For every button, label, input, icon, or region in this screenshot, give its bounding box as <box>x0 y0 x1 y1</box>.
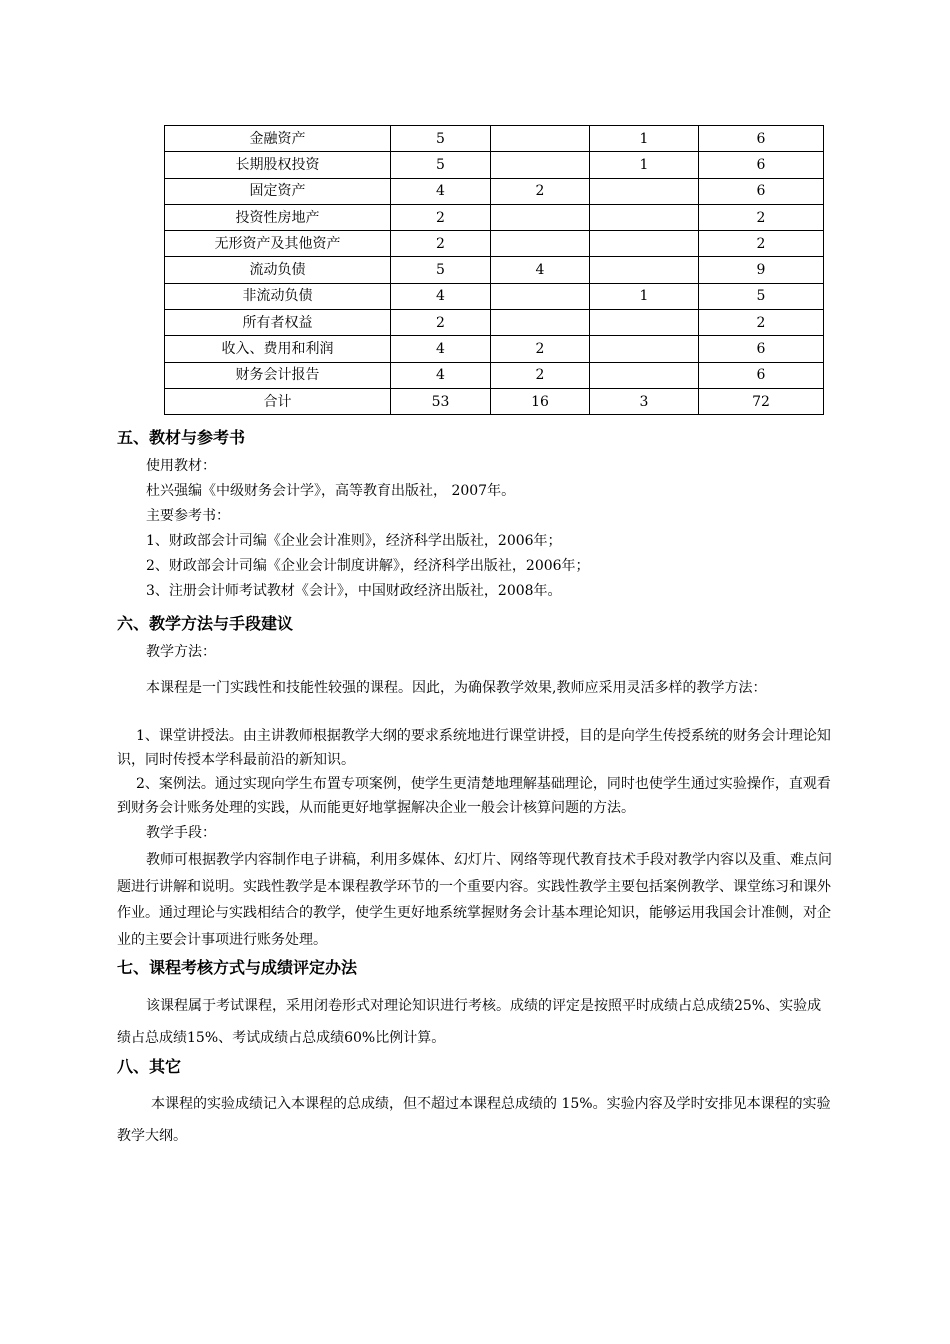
table-row <box>165 178 824 204</box>
cell-topic: 金融资产 <box>165 126 391 152</box>
cell-experiment-hours <box>590 231 699 257</box>
cell-experiment-hours <box>590 362 699 388</box>
cell-topic: 投资性房地产 <box>165 204 391 230</box>
cell-experiment-hours <box>590 204 699 230</box>
cell-total-hours: 6 <box>699 152 824 178</box>
cell-lecture-hours: 5 <box>391 126 491 152</box>
cell-practice-hours: 2 <box>491 362 590 388</box>
method-label: 教学方法： <box>146 644 216 660</box>
table-row <box>165 310 824 336</box>
cell-total-hours: 6 <box>699 126 824 152</box>
reference-item-3: 3、注册会计师考试教材《会计》，中国财政经济出版社，2008年。 <box>146 583 562 599</box>
cell-experiment-hours <box>590 257 699 283</box>
cell-experiment-hours: 1 <box>590 152 699 178</box>
cell-practice-hours <box>491 231 590 257</box>
cell-lecture-hours: 4 <box>391 336 491 362</box>
cell-topic: 收入、费用和利润 <box>165 336 391 362</box>
assessment-paragraph: 该课程属于考试课程，采用闭卷形式对理论知识进行考核。成绩的评定是按照平时成绩占总成绩25%、实验成绩占总成绩15%、考试成绩占总成绩60%比例计算。 <box>117 998 822 1046</box>
cell-topic: 财务会计报告 <box>165 362 391 388</box>
section-heading-assessment: 七、课程考核方式与成绩评定办法 <box>117 958 358 977</box>
section-heading-textbooks: 五、教材与参考书 <box>117 428 246 447</box>
cell-practice-hours <box>491 310 590 336</box>
references-label: 主要参考书： <box>146 508 230 524</box>
cell-total-hours: 2 <box>699 204 824 230</box>
cell-lecture-hours: 2 <box>391 204 491 230</box>
cell-topic: 合计 <box>165 388 391 414</box>
cell-total-hours: 6 <box>699 336 824 362</box>
cell-lecture-hours: 4 <box>391 178 491 204</box>
cell-total-hours: 2 <box>699 231 824 257</box>
cell-topic: 所有者权益 <box>165 310 391 336</box>
cell-practice-hours <box>491 126 590 152</box>
table-row <box>165 126 824 152</box>
textbook-entry: 杜兴强编《中级财务会计学》，高等教育出版社， 2007年。 <box>146 483 516 499</box>
section-heading-methods: 六、教学方法与手段建议 <box>117 614 294 633</box>
cell-experiment-hours <box>590 336 699 362</box>
cell-practice-hours: 2 <box>491 178 590 204</box>
cell-lecture-hours: 2 <box>391 231 491 257</box>
table-row <box>165 283 824 309</box>
cell-lecture-hours: 53 <box>391 388 491 414</box>
method-item-lecture: 1、课堂讲授法。由主讲教师根据教学大纲的要求系统地进行课堂讲授，目的是向学生传授系统的财务会计理论知识，同时传授本学科最前沿的新知识。 <box>117 728 831 768</box>
cell-total-hours: 6 <box>699 362 824 388</box>
cell-total-hours: 9 <box>699 257 824 283</box>
cell-experiment-hours: 1 <box>590 283 699 309</box>
cell-lecture-hours: 5 <box>391 152 491 178</box>
cell-topic: 非流动负债 <box>165 283 391 309</box>
means-paragraph: 教师可根据教学内容制作电子讲稿，利用多媒体、幻灯片、网络等现代教育技术手段对教学内容以及重、难点问题进行讲解和说明。实践性教学是本课程教学环节的一个重要内容。实践性教学主要包括案例教学、课堂练习和课外作业。通过理论与实践相结合的教学，使学生更好地系统掌握财务会计基本理论知识，能够运用我国会计准侧，对企业的主要会计事项进行账务处理。 <box>117 852 832 948</box>
cell-experiment-hours <box>590 178 699 204</box>
cell-lecture-hours: 5 <box>391 257 491 283</box>
other-paragraph: 本课程的实验成绩记入本课程的总成绩，但不超过本课程总成绩的 15%。实验内容及学时安排见本课程的实验教学大纲。 <box>117 1096 831 1144</box>
table-row <box>165 336 824 362</box>
hours-table-body <box>165 126 824 415</box>
cell-practice-hours: 4 <box>491 257 590 283</box>
table-row <box>165 231 824 257</box>
cell-topic: 流动负债 <box>165 257 391 283</box>
reference-item-2: 2、财政部会计司编《企业会计制度讲解》，经济科学出版社，2006年； <box>146 558 590 574</box>
table-row <box>165 362 824 388</box>
cell-total-hours: 5 <box>699 283 824 309</box>
cell-experiment-hours: 3 <box>590 388 699 414</box>
cell-practice-hours: 2 <box>491 336 590 362</box>
cell-practice-hours: 16 <box>491 388 590 414</box>
cell-experiment-hours: 1 <box>590 126 699 152</box>
cell-topic: 长期股权投资 <box>165 152 391 178</box>
table-row <box>165 152 824 178</box>
hours-table <box>164 125 824 415</box>
cell-topic: 无形资产及其他资产 <box>165 231 391 257</box>
textbook-label: 使用教材： <box>146 458 216 474</box>
method-intro: 本课程是一门实践性和技能性较强的课程。因此，为确保教学效果,教师应采用灵活多样的教学方法： <box>146 680 767 696</box>
cell-total-hours: 72 <box>699 388 824 414</box>
cell-experiment-hours <box>590 310 699 336</box>
cell-total-hours: 2 <box>699 310 824 336</box>
reference-item-1: 1、财政部会计司编《企业会计准则》，经济科学出版社，2006年； <box>146 533 562 549</box>
means-label: 教学手段： <box>146 825 216 841</box>
table-row <box>165 204 824 230</box>
cell-total-hours: 6 <box>699 178 824 204</box>
method-item-case: 2、案例法。通过实现向学生布置专项案例，使学生更清楚地理解基础理论，同时也使学生通过实验操作，直观看到财务会计账务处理的实践，从而能更好地掌握解决企业一般会计核算问题的方法。 <box>117 776 831 816</box>
cell-practice-hours <box>491 204 590 230</box>
cell-lecture-hours: 4 <box>391 283 491 309</box>
cell-practice-hours <box>491 283 590 309</box>
cell-topic: 固定资产 <box>165 178 391 204</box>
cell-practice-hours <box>491 152 590 178</box>
section-heading-other: 八、其它 <box>117 1057 182 1076</box>
table-row <box>165 257 824 283</box>
table-total-row <box>165 388 824 414</box>
cell-lecture-hours: 4 <box>391 362 491 388</box>
cell-lecture-hours: 2 <box>391 310 491 336</box>
